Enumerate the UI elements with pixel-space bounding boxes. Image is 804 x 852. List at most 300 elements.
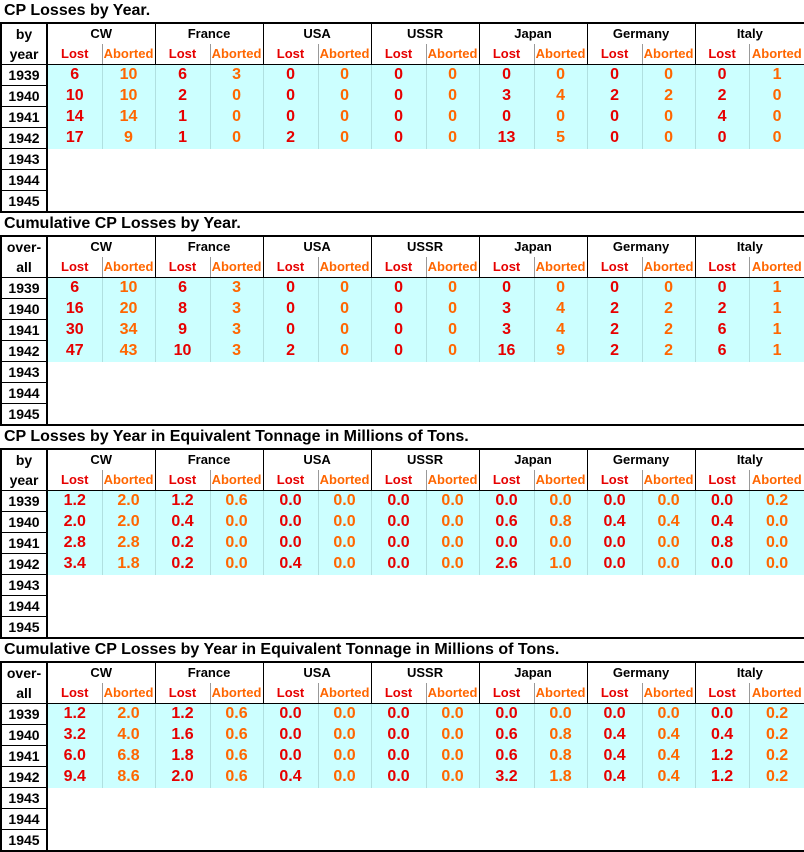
lost-value-cell: 1.2 bbox=[155, 491, 210, 512]
lost-column-label: Lost bbox=[155, 257, 210, 278]
lost-value-cell: 0.0 bbox=[371, 512, 426, 533]
section-title: CP Losses by Year in Equivalent Tonnage in Millions of Tons. bbox=[4, 428, 469, 445]
aborted-value-cell: 0 bbox=[534, 107, 587, 128]
aborted-value-cell: 1.0 bbox=[534, 554, 587, 575]
aborted-value-cell: 0.6 bbox=[210, 491, 263, 512]
aborted-value-cell: 0.0 bbox=[318, 746, 371, 767]
aborted-value-cell: 0 bbox=[318, 65, 371, 86]
column-label-row bbox=[1, 470, 804, 491]
lost-value-cell: 0.0 bbox=[371, 533, 426, 554]
aborted-column-label: Aborted bbox=[210, 44, 263, 65]
empty-year-cell bbox=[47, 617, 804, 639]
table-section bbox=[0, 213, 804, 426]
year-label: 1939 bbox=[1, 491, 47, 512]
year-row bbox=[1, 830, 804, 852]
lost-value-cell: 0 bbox=[371, 341, 426, 362]
section-title: CP Losses by Year. bbox=[4, 2, 151, 19]
aborted-value-cell: 0.0 bbox=[426, 767, 479, 788]
aborted-value-cell: 4.0 bbox=[102, 725, 155, 746]
nation-header: CW bbox=[47, 662, 155, 683]
lost-column-label: Lost bbox=[263, 683, 318, 704]
lost-column-label: Lost bbox=[47, 257, 102, 278]
empty-year-cell bbox=[47, 362, 804, 383]
year-label: 1944 bbox=[1, 596, 47, 617]
aborted-column-label: Aborted bbox=[318, 44, 371, 65]
aborted-value-cell: 0.0 bbox=[426, 725, 479, 746]
lost-value-cell: 1.2 bbox=[695, 767, 749, 788]
aborted-value-cell: 1 bbox=[749, 299, 804, 320]
lost-value-cell: 13 bbox=[479, 128, 534, 149]
lost-value-cell: 10 bbox=[155, 341, 210, 362]
aborted-value-cell: 0 bbox=[210, 86, 263, 107]
lost-value-cell: 1.8 bbox=[155, 746, 210, 767]
year-label: 1944 bbox=[1, 809, 47, 830]
lost-column-label: Lost bbox=[695, 683, 749, 704]
lost-column-label: Lost bbox=[695, 44, 749, 65]
year-label: 1942 bbox=[1, 767, 47, 788]
lost-value-cell: 0.4 bbox=[587, 512, 642, 533]
row-header-bottom: year bbox=[1, 44, 47, 65]
aborted-value-cell: 0.0 bbox=[426, 512, 479, 533]
column-label-row bbox=[1, 257, 804, 278]
lost-value-cell: 2 bbox=[587, 86, 642, 107]
nation-header: Japan bbox=[479, 23, 587, 44]
year-label: 1941 bbox=[1, 107, 47, 128]
aborted-value-cell: 0 bbox=[210, 107, 263, 128]
lost-value-cell: 0.0 bbox=[263, 512, 318, 533]
year-label: 1940 bbox=[1, 86, 47, 107]
aborted-value-cell: 0 bbox=[426, 299, 479, 320]
aborted-column-label: Aborted bbox=[102, 470, 155, 491]
year-label: 1944 bbox=[1, 383, 47, 404]
lost-value-cell: 0 bbox=[263, 86, 318, 107]
nation-header: Japan bbox=[479, 236, 587, 257]
aborted-column-label: Aborted bbox=[642, 470, 695, 491]
lost-value-cell: 8 bbox=[155, 299, 210, 320]
aborted-value-cell: 0.4 bbox=[642, 746, 695, 767]
aborted-value-cell: 2 bbox=[642, 299, 695, 320]
year-label: 1940 bbox=[1, 725, 47, 746]
aborted-value-cell: 0.8 bbox=[534, 512, 587, 533]
lost-value-cell: 0 bbox=[263, 299, 318, 320]
lost-value-cell: 17 bbox=[47, 128, 102, 149]
year-label: 1942 bbox=[1, 554, 47, 575]
loss-table bbox=[0, 22, 804, 213]
aborted-column-label: Aborted bbox=[426, 683, 479, 704]
aborted-column-label: Aborted bbox=[534, 44, 587, 65]
year-label: 1945 bbox=[1, 404, 47, 426]
aborted-value-cell: 3 bbox=[210, 65, 263, 86]
lost-value-cell: 0 bbox=[263, 320, 318, 341]
lost-value-cell: 1 bbox=[155, 107, 210, 128]
aborted-value-cell: 0.0 bbox=[318, 512, 371, 533]
lost-value-cell: 0 bbox=[695, 65, 749, 86]
lost-value-cell: 2 bbox=[695, 299, 749, 320]
lost-value-cell: 2 bbox=[587, 341, 642, 362]
empty-year-cell bbox=[47, 575, 804, 596]
lost-value-cell: 3.2 bbox=[479, 767, 534, 788]
aborted-value-cell: 0.0 bbox=[318, 725, 371, 746]
aborted-value-cell: 8.6 bbox=[102, 767, 155, 788]
row-header-top: by bbox=[1, 23, 47, 44]
aborted-value-cell: 0.0 bbox=[749, 554, 804, 575]
aborted-column-label: Aborted bbox=[210, 257, 263, 278]
lost-column-label: Lost bbox=[371, 683, 426, 704]
lost-value-cell: 1.2 bbox=[695, 746, 749, 767]
aborted-value-cell: 0.0 bbox=[318, 767, 371, 788]
aborted-value-cell: 10 bbox=[102, 278, 155, 299]
lost-value-cell: 2 bbox=[695, 86, 749, 107]
aborted-value-cell: 0.0 bbox=[426, 746, 479, 767]
aborted-value-cell: 2 bbox=[642, 86, 695, 107]
lost-column-label: Lost bbox=[155, 44, 210, 65]
lost-value-cell: 0 bbox=[695, 128, 749, 149]
aborted-value-cell: 0.0 bbox=[318, 704, 371, 725]
year-row bbox=[1, 596, 804, 617]
aborted-column-label: Aborted bbox=[426, 257, 479, 278]
nation-header: USSR bbox=[371, 449, 479, 470]
lost-value-cell: 0.0 bbox=[263, 704, 318, 725]
year-row bbox=[1, 383, 804, 404]
lost-value-cell: 10 bbox=[47, 86, 102, 107]
table-section bbox=[0, 426, 804, 639]
lost-column-label: Lost bbox=[155, 683, 210, 704]
year-label: 1944 bbox=[1, 170, 47, 191]
lost-column-label: Lost bbox=[263, 257, 318, 278]
lost-value-cell: 3 bbox=[479, 86, 534, 107]
lost-value-cell: 0.0 bbox=[695, 704, 749, 725]
lost-value-cell: 0 bbox=[479, 65, 534, 86]
lost-value-cell: 6 bbox=[695, 341, 749, 362]
aborted-value-cell: 0 bbox=[749, 128, 804, 149]
aborted-value-cell: 43 bbox=[102, 341, 155, 362]
nation-header: France bbox=[155, 236, 263, 257]
lost-value-cell: 0.4 bbox=[155, 512, 210, 533]
lost-value-cell: 3.4 bbox=[47, 554, 102, 575]
lost-value-cell: 0 bbox=[587, 278, 642, 299]
aborted-value-cell: 0.6 bbox=[210, 746, 263, 767]
aborted-value-cell: 0.0 bbox=[534, 704, 587, 725]
lost-value-cell: 6 bbox=[695, 320, 749, 341]
lost-value-cell: 6 bbox=[155, 278, 210, 299]
year-row bbox=[1, 746, 804, 767]
nation-header: Germany bbox=[587, 449, 695, 470]
aborted-value-cell: 0.0 bbox=[749, 512, 804, 533]
nation-header: CW bbox=[47, 449, 155, 470]
lost-value-cell: 0.0 bbox=[371, 746, 426, 767]
lost-value-cell: 0.0 bbox=[371, 704, 426, 725]
year-row bbox=[1, 575, 804, 596]
aborted-column-label: Aborted bbox=[642, 257, 695, 278]
year-label: 1941 bbox=[1, 320, 47, 341]
lost-value-cell: 0 bbox=[479, 107, 534, 128]
year-row bbox=[1, 404, 804, 426]
aborted-value-cell: 0 bbox=[426, 128, 479, 149]
year-label: 1939 bbox=[1, 65, 47, 86]
lost-value-cell: 0 bbox=[263, 278, 318, 299]
year-row bbox=[1, 767, 804, 788]
year-row bbox=[1, 299, 804, 320]
aborted-value-cell: 3 bbox=[210, 320, 263, 341]
aborted-value-cell: 4 bbox=[534, 320, 587, 341]
lost-value-cell: 2 bbox=[263, 341, 318, 362]
aborted-value-cell: 0.0 bbox=[642, 704, 695, 725]
aborted-value-cell: 0 bbox=[318, 86, 371, 107]
year-label: 1943 bbox=[1, 149, 47, 170]
aborted-value-cell: 9 bbox=[102, 128, 155, 149]
aborted-value-cell: 0.6 bbox=[210, 767, 263, 788]
aborted-column-label: Aborted bbox=[642, 683, 695, 704]
lost-value-cell: 2.0 bbox=[47, 512, 102, 533]
lost-value-cell: 6 bbox=[47, 278, 102, 299]
nation-header: France bbox=[155, 449, 263, 470]
aborted-value-cell: 2.0 bbox=[102, 704, 155, 725]
lost-value-cell: 0.6 bbox=[479, 512, 534, 533]
aborted-value-cell: 0 bbox=[534, 278, 587, 299]
lost-value-cell: 1 bbox=[155, 128, 210, 149]
aborted-value-cell: 0.0 bbox=[534, 533, 587, 554]
aborted-value-cell: 0.6 bbox=[210, 725, 263, 746]
year-row bbox=[1, 788, 804, 809]
year-label: 1940 bbox=[1, 512, 47, 533]
lost-value-cell: 2 bbox=[587, 320, 642, 341]
year-label: 1943 bbox=[1, 575, 47, 596]
lost-value-cell: 3.2 bbox=[47, 725, 102, 746]
lost-value-cell: 2 bbox=[263, 128, 318, 149]
aborted-column-label: Aborted bbox=[534, 257, 587, 278]
lost-value-cell: 1.6 bbox=[155, 725, 210, 746]
year-label: 1943 bbox=[1, 362, 47, 383]
lost-column-label: Lost bbox=[587, 683, 642, 704]
lost-value-cell: 0.0 bbox=[587, 704, 642, 725]
lost-value-cell: 0.0 bbox=[371, 554, 426, 575]
aborted-value-cell: 0.0 bbox=[210, 533, 263, 554]
year-row bbox=[1, 617, 804, 639]
lost-value-cell: 6 bbox=[155, 65, 210, 86]
aborted-column-label: Aborted bbox=[534, 683, 587, 704]
aborted-value-cell: 0 bbox=[642, 128, 695, 149]
section-title: Cumulative CP Losses by Year in Equivalent Tonnage in Millions of Tons. bbox=[4, 641, 560, 658]
aborted-value-cell: 0.0 bbox=[642, 491, 695, 512]
aborted-column-label: Aborted bbox=[102, 683, 155, 704]
lost-column-label: Lost bbox=[47, 683, 102, 704]
table-section bbox=[0, 0, 804, 213]
lost-value-cell: 0.0 bbox=[263, 491, 318, 512]
nation-header-row bbox=[1, 662, 804, 683]
nation-header: USA bbox=[263, 23, 371, 44]
nation-header: USA bbox=[263, 236, 371, 257]
lost-value-cell: 0.6 bbox=[479, 725, 534, 746]
lost-value-cell: 0.0 bbox=[371, 491, 426, 512]
empty-year-cell bbox=[47, 596, 804, 617]
aborted-value-cell: 0.0 bbox=[210, 512, 263, 533]
aborted-value-cell: 0 bbox=[318, 341, 371, 362]
year-label: 1941 bbox=[1, 533, 47, 554]
lost-value-cell: 0.4 bbox=[263, 767, 318, 788]
lost-value-cell: 2 bbox=[587, 299, 642, 320]
nation-header: Germany bbox=[587, 236, 695, 257]
year-row bbox=[1, 512, 804, 533]
lost-value-cell: 3 bbox=[479, 299, 534, 320]
aborted-value-cell: 3 bbox=[210, 299, 263, 320]
aborted-value-cell: 0 bbox=[318, 128, 371, 149]
aborted-column-label: Aborted bbox=[749, 44, 804, 65]
aborted-value-cell: 0 bbox=[426, 341, 479, 362]
row-header-bottom: all bbox=[1, 683, 47, 704]
aborted-value-cell: 0 bbox=[534, 65, 587, 86]
lost-value-cell: 14 bbox=[47, 107, 102, 128]
aborted-value-cell: 0.2 bbox=[749, 491, 804, 512]
year-row bbox=[1, 278, 804, 299]
aborted-value-cell: 0.4 bbox=[642, 512, 695, 533]
aborted-value-cell: 6.8 bbox=[102, 746, 155, 767]
aborted-value-cell: 0.4 bbox=[642, 725, 695, 746]
loss-table bbox=[0, 448, 804, 639]
lost-value-cell: 0.2 bbox=[155, 533, 210, 554]
aborted-value-cell: 1.8 bbox=[534, 767, 587, 788]
year-row bbox=[1, 149, 804, 170]
nation-header: CW bbox=[47, 236, 155, 257]
aborted-column-label: Aborted bbox=[642, 44, 695, 65]
lost-value-cell: 9 bbox=[155, 320, 210, 341]
lost-value-cell: 0 bbox=[371, 299, 426, 320]
lost-value-cell: 0 bbox=[371, 86, 426, 107]
nation-header: Germany bbox=[587, 23, 695, 44]
aborted-value-cell: 34 bbox=[102, 320, 155, 341]
lost-column-label: Lost bbox=[371, 470, 426, 491]
aborted-column-label: Aborted bbox=[318, 257, 371, 278]
lost-value-cell: 0.4 bbox=[587, 725, 642, 746]
lost-value-cell: 0 bbox=[371, 107, 426, 128]
lost-value-cell: 0 bbox=[587, 65, 642, 86]
aborted-value-cell: 0 bbox=[749, 107, 804, 128]
aborted-value-cell: 0 bbox=[426, 278, 479, 299]
lost-value-cell: 1.2 bbox=[155, 704, 210, 725]
lost-column-label: Lost bbox=[695, 470, 749, 491]
year-row bbox=[1, 65, 804, 86]
aborted-value-cell: 0.0 bbox=[318, 491, 371, 512]
lost-value-cell: 16 bbox=[479, 341, 534, 362]
empty-year-cell bbox=[47, 149, 804, 170]
aborted-value-cell: 0 bbox=[642, 278, 695, 299]
lost-value-cell: 0 bbox=[371, 65, 426, 86]
lost-value-cell: 0.0 bbox=[587, 554, 642, 575]
aborted-column-label: Aborted bbox=[318, 470, 371, 491]
aborted-value-cell: 0 bbox=[426, 320, 479, 341]
aborted-value-cell: 0.0 bbox=[749, 533, 804, 554]
aborted-value-cell: 0.0 bbox=[318, 533, 371, 554]
aborted-value-cell: 1.8 bbox=[102, 554, 155, 575]
aborted-value-cell: 4 bbox=[534, 86, 587, 107]
aborted-value-cell: 0.0 bbox=[426, 491, 479, 512]
aborted-column-label: Aborted bbox=[534, 470, 587, 491]
aborted-column-label: Aborted bbox=[426, 470, 479, 491]
aborted-value-cell: 0.6 bbox=[210, 704, 263, 725]
lost-value-cell: 0.0 bbox=[695, 554, 749, 575]
aborted-value-cell: 0.2 bbox=[749, 725, 804, 746]
lost-column-label: Lost bbox=[587, 470, 642, 491]
year-row bbox=[1, 191, 804, 213]
aborted-column-label: Aborted bbox=[210, 470, 263, 491]
lost-value-cell: 0.0 bbox=[263, 725, 318, 746]
nation-header-row bbox=[1, 236, 804, 257]
nation-header: USSR bbox=[371, 236, 479, 257]
aborted-value-cell: 4 bbox=[534, 299, 587, 320]
year-row bbox=[1, 533, 804, 554]
lost-value-cell: 0 bbox=[587, 107, 642, 128]
lost-column-label: Lost bbox=[47, 44, 102, 65]
empty-year-cell bbox=[47, 191, 804, 213]
nation-header-row bbox=[1, 449, 804, 470]
section-title: Cumulative CP Losses by Year. bbox=[4, 215, 241, 232]
aborted-value-cell: 0 bbox=[210, 128, 263, 149]
lost-value-cell: 0.0 bbox=[371, 767, 426, 788]
year-row bbox=[1, 320, 804, 341]
empty-year-cell bbox=[47, 404, 804, 426]
aborted-value-cell: 0 bbox=[318, 320, 371, 341]
aborted-value-cell: 0.2 bbox=[749, 746, 804, 767]
nation-header: Japan bbox=[479, 449, 587, 470]
empty-year-cell bbox=[47, 809, 804, 830]
loss-table bbox=[0, 661, 804, 852]
year-label: 1939 bbox=[1, 704, 47, 725]
year-row bbox=[1, 809, 804, 830]
aborted-column-label: Aborted bbox=[749, 470, 804, 491]
year-label: 1945 bbox=[1, 191, 47, 213]
row-header-bottom: year bbox=[1, 470, 47, 491]
empty-year-cell bbox=[47, 830, 804, 852]
nation-header: Italy bbox=[695, 662, 804, 683]
aborted-value-cell: 0.0 bbox=[318, 554, 371, 575]
lost-value-cell: 0.0 bbox=[695, 491, 749, 512]
aborted-value-cell: 0.2 bbox=[749, 767, 804, 788]
aborted-value-cell: 0.0 bbox=[642, 533, 695, 554]
aborted-value-cell: 0 bbox=[318, 278, 371, 299]
year-label: 1942 bbox=[1, 128, 47, 149]
lost-value-cell: 6.0 bbox=[47, 746, 102, 767]
lost-value-cell: 0.0 bbox=[587, 491, 642, 512]
row-header-top: by bbox=[1, 449, 47, 470]
lost-value-cell: 0.4 bbox=[587, 746, 642, 767]
lost-column-label: Lost bbox=[47, 470, 102, 491]
aborted-value-cell: 0 bbox=[426, 107, 479, 128]
year-row bbox=[1, 362, 804, 383]
lost-value-cell: 1.2 bbox=[47, 704, 102, 725]
year-row bbox=[1, 86, 804, 107]
loss-table bbox=[0, 235, 804, 426]
lost-value-cell: 0 bbox=[371, 278, 426, 299]
year-row bbox=[1, 341, 804, 362]
lost-column-label: Lost bbox=[479, 683, 534, 704]
nation-header: CW bbox=[47, 23, 155, 44]
aborted-value-cell: 0 bbox=[642, 107, 695, 128]
lost-column-label: Lost bbox=[155, 470, 210, 491]
nation-header: France bbox=[155, 662, 263, 683]
year-row bbox=[1, 704, 804, 725]
aborted-value-cell: 0.0 bbox=[534, 491, 587, 512]
aborted-column-label: Aborted bbox=[318, 683, 371, 704]
year-label: 1941 bbox=[1, 746, 47, 767]
lost-value-cell: 0 bbox=[587, 128, 642, 149]
lost-value-cell: 0.4 bbox=[587, 767, 642, 788]
lost-value-cell: 2.6 bbox=[479, 554, 534, 575]
aborted-value-cell: 5 bbox=[534, 128, 587, 149]
lost-value-cell: 0 bbox=[371, 320, 426, 341]
aborted-column-label: Aborted bbox=[210, 683, 263, 704]
aborted-value-cell: 20 bbox=[102, 299, 155, 320]
lost-value-cell: 16 bbox=[47, 299, 102, 320]
lost-value-cell: 2.0 bbox=[155, 767, 210, 788]
